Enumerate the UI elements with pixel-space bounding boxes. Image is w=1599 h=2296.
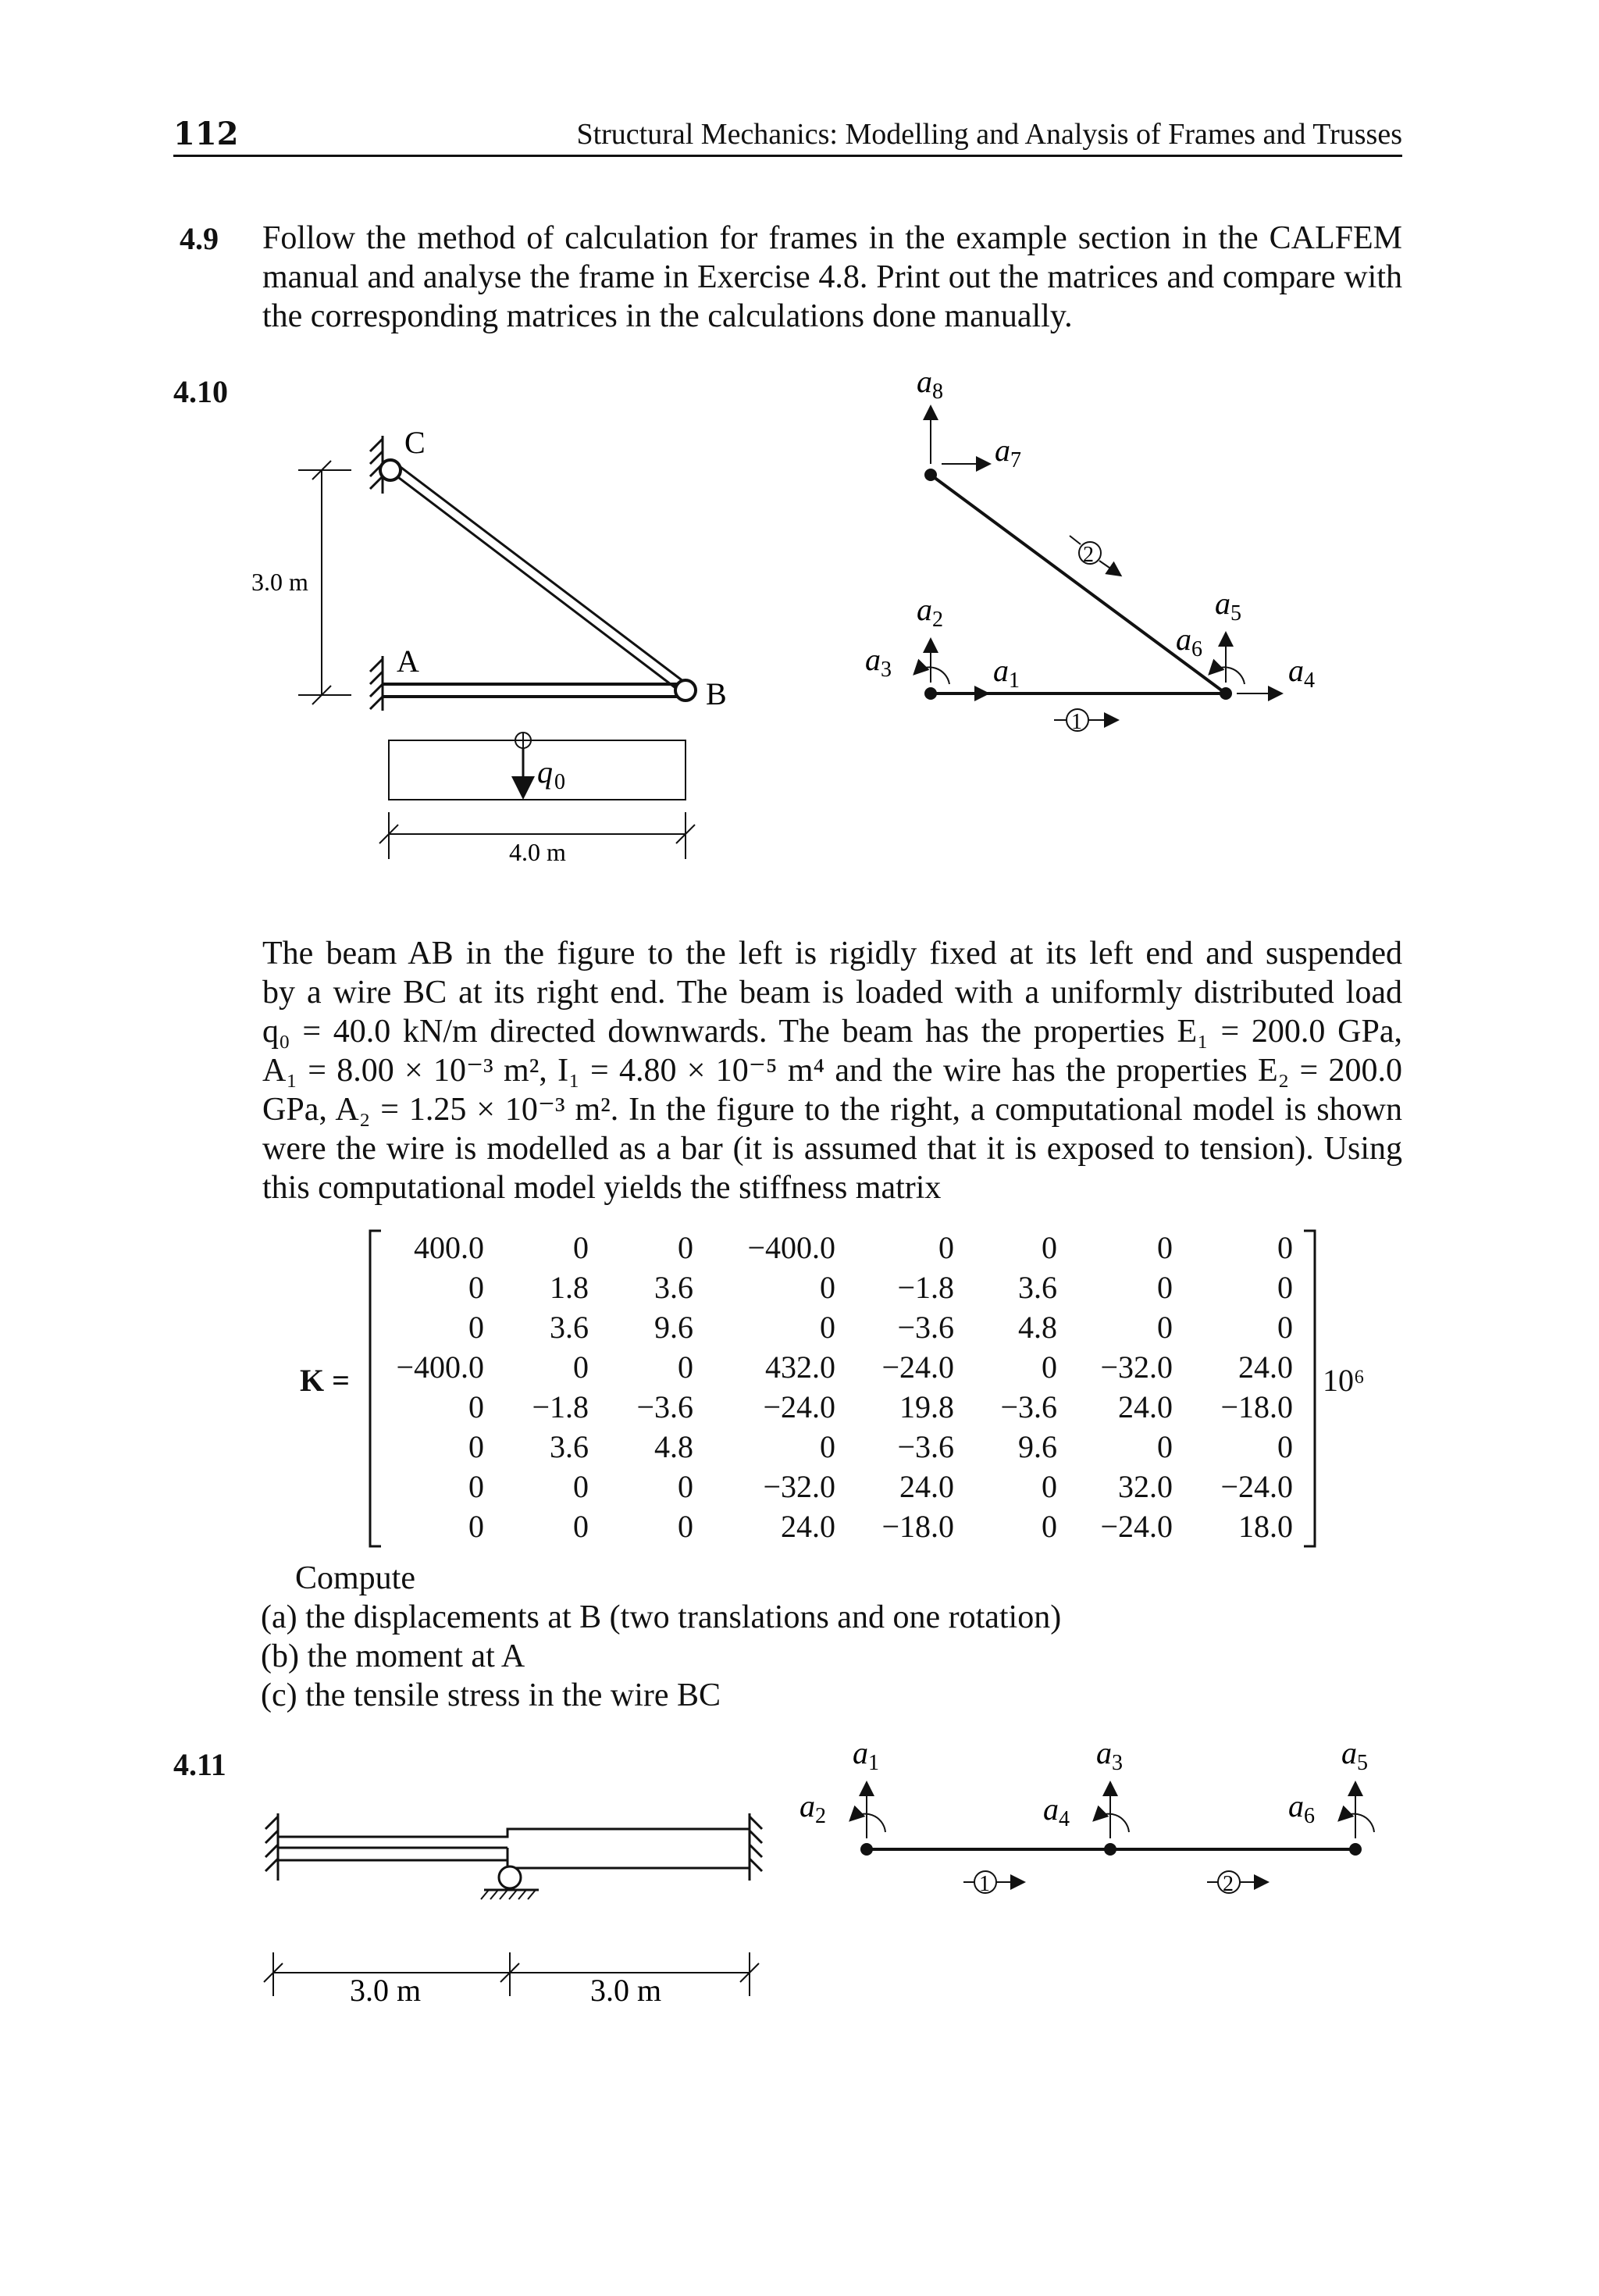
svg-text:2: 2 — [932, 608, 943, 632]
page-number: 112 — [173, 116, 239, 152]
dof-a6: a — [1288, 1788, 1304, 1824]
matrix-cell-r3-c6: 4.8 — [1018, 1310, 1057, 1345]
svg-text:6: 6 — [1304, 1804, 1315, 1828]
matrix-cell-r8-c6: 0 — [1042, 1509, 1057, 1544]
compute-heading: Compute — [295, 1560, 415, 1596]
matrix-cell-r2-c7: 0 — [1157, 1270, 1173, 1305]
matrix-cell-r2-c2: 1.8 — [550, 1270, 589, 1305]
node-left — [924, 687, 937, 700]
matrix-label: K = — [300, 1363, 350, 1398]
node-right — [1220, 687, 1232, 700]
element-1-label: 1 — [1071, 710, 1082, 734]
matrix-cell-r2-c4: 0 — [820, 1270, 835, 1305]
matrix-cell-r5-c1: 0 — [468, 1389, 484, 1424]
question-a: (a) the displacements at B (two translations and one rotation) — [261, 1599, 1062, 1635]
element-1-label: 1 — [979, 1872, 990, 1896]
matrix-cell-r8-c2: 0 — [573, 1509, 589, 1544]
dof-a6: a — [1176, 622, 1191, 657]
svg-text:1: 1 — [868, 1751, 879, 1775]
matrix-cell-r3-c3: 9.6 — [654, 1310, 693, 1345]
svg-text:7: 7 — [1010, 448, 1021, 472]
matrix-cell-r7-c8: −24.0 — [1220, 1469, 1293, 1504]
matrix-cell-r4-c4: 432.0 — [765, 1349, 835, 1385]
matrix-cell-r6-c4: 0 — [820, 1429, 835, 1464]
running-header: Structural Mechanics: Modelling and Analysis of Frames and Trusses — [576, 118, 1402, 151]
dof-a4: a — [1043, 1792, 1059, 1827]
stiffness-matrix — [367, 1229, 1327, 1551]
text-line: were the wire is modelled as a bar (it is assumed that it is exposed to tension). Using — [262, 1131, 1402, 1167]
dof-a4: a — [1288, 653, 1304, 688]
height-label: 3.0 m — [251, 568, 308, 596]
dof-a3: a — [865, 642, 881, 677]
support-roller — [499, 1866, 521, 1888]
matrix-cell-r1-c1: 400.0 — [414, 1230, 484, 1265]
dof-a1: a — [993, 653, 1009, 688]
node-top — [924, 469, 937, 481]
matrix-cell-r4-c6: 0 — [1042, 1349, 1057, 1385]
matrix-cell-r1-c7: 0 — [1157, 1230, 1173, 1265]
matrix-cell-r6-c8: 0 — [1277, 1429, 1293, 1464]
dof-a5: a — [1215, 586, 1230, 621]
svg-text:8: 8 — [932, 380, 943, 404]
matrix-cell-r3-c1: 0 — [468, 1310, 484, 1345]
matrix-cell-r7-c3: 0 — [678, 1469, 693, 1504]
matrix-cell-r1-c6: 0 — [1042, 1230, 1057, 1265]
text-line: The beam AB in the figure to the left is rigidly fixed at its left end and suspended — [262, 936, 1402, 972]
exercise-number-4-11: 4.11 — [173, 1747, 226, 1782]
text-line: this computational model yields the stiffness matrix — [262, 1170, 942, 1206]
matrix-cell-r6-c2: 3.6 — [550, 1429, 589, 1464]
text-line: the corresponding matrices in the calculations done manually. — [262, 298, 1073, 334]
exercise-4-10-text — [262, 934, 1402, 1207]
matrix-cell-r5-c4: −24.0 — [763, 1389, 835, 1424]
element-2-label: 2 — [1223, 1872, 1234, 1896]
exercise-number-4-9: 4.9 — [180, 221, 219, 256]
hinge-b — [675, 680, 696, 701]
matrix-cell-r4-c5: −24.0 — [881, 1349, 954, 1385]
svg-text:1: 1 — [1009, 668, 1020, 693]
text-line: manual and analyse the frame in Exercise 4.8. Print out the matrices and compare with — [262, 259, 1402, 295]
matrix-cell-r8-c7: −24.0 — [1100, 1509, 1173, 1544]
header-rule — [173, 155, 1402, 157]
text-line: GPa, A₂ = 1.25 × 10⁻³ m². In the figure to the right, a computational model is shown — [262, 1092, 1402, 1128]
matrix-cell-r3-c2: 3.6 — [550, 1310, 589, 1345]
matrix-cell-r5-c3: −3.6 — [636, 1389, 693, 1424]
exercise-number-4-10: 4.10 — [173, 374, 228, 409]
beam-model-figure — [789, 1738, 1398, 1910]
beam-wire-figure — [234, 422, 734, 875]
svg-text:6: 6 — [1191, 637, 1202, 661]
dof-a7: a — [995, 433, 1010, 468]
span-dimension — [264, 1952, 759, 1996]
exercise-4-9-text — [262, 219, 1402, 336]
svg-text:3: 3 — [881, 658, 892, 682]
question-b: (b) the moment at A — [261, 1638, 525, 1674]
matrix-cell-r2-c5: −1.8 — [897, 1270, 954, 1305]
matrix-cell-r1-c2: 0 — [573, 1230, 589, 1265]
dof-a1: a — [853, 1738, 868, 1770]
matrix-cell-r8-c4: 24.0 — [781, 1509, 835, 1544]
matrix-cell-r7-c2: 0 — [573, 1469, 589, 1504]
matrix-cell-r1-c3: 0 — [678, 1230, 693, 1265]
computational-model-figure — [843, 359, 1405, 750]
svg-text:3: 3 — [1112, 1751, 1123, 1775]
matrix-cell-r4-c7: −32.0 — [1100, 1349, 1173, 1385]
dof-a8: a — [917, 364, 932, 399]
matrix-cell-r8-c8: 18.0 — [1238, 1509, 1293, 1544]
matrix-cell-r8-c1: 0 — [468, 1509, 484, 1544]
matrix-cell-r1-c5: 0 — [938, 1230, 954, 1265]
matrix-cell-r1-c8: 0 — [1277, 1230, 1293, 1265]
matrix-cell-r7-c1: 0 — [468, 1469, 484, 1504]
matrix-cell-r4-c3: 0 — [678, 1349, 693, 1385]
dof-a2: a — [917, 592, 932, 627]
hinge-c — [380, 460, 401, 480]
matrix-cell-r3-c4: 0 — [820, 1310, 835, 1345]
question-c: (c) the tensile stress in the wire BC — [261, 1677, 721, 1713]
matrix-cell-r2-c3: 3.6 — [654, 1270, 693, 1305]
matrix-cell-r5-c8: −18.0 — [1220, 1389, 1293, 1424]
matrix-cell-r7-c4: −32.0 — [763, 1469, 835, 1504]
bar-element-2 — [931, 475, 1226, 693]
length-label: 4.0 m — [509, 838, 566, 866]
matrix-cell-r7-c5: 24.0 — [899, 1469, 954, 1504]
load-label-sub: 0 — [554, 770, 565, 794]
matrix-cell-r5-c7: 24.0 — [1118, 1389, 1173, 1424]
beam-ab — [383, 684, 684, 697]
load-label: q — [537, 754, 553, 790]
matrix-cell-r6-c7: 0 — [1157, 1429, 1173, 1464]
wire-bc — [389, 462, 687, 692]
label-a: A — [397, 644, 419, 679]
wall-left — [265, 1813, 278, 1881]
label-b: B — [706, 676, 727, 711]
matrix-cell-r6-c1: 0 — [468, 1429, 484, 1464]
matrix-cell-r4-c2: 0 — [573, 1349, 589, 1385]
matrix-cell-r7-c7: 32.0 — [1118, 1469, 1173, 1504]
matrix-cell-r2-c6: 3.6 — [1018, 1270, 1057, 1305]
matrix-cell-r3-c8: 0 — [1277, 1310, 1293, 1345]
span1-label: 3.0 m — [350, 1973, 422, 2008]
matrix-cell-r4-c1: −400.0 — [396, 1349, 484, 1385]
svg-text:5: 5 — [1230, 601, 1241, 626]
matrix-cell-r8-c3: 0 — [678, 1509, 693, 1544]
text-line: q₀ = 40.0 kN/m directed downwards. The beam has the properties E₁ = 200.0 GPa, — [262, 1014, 1402, 1050]
matrix-cell-r3-c7: 0 — [1157, 1310, 1173, 1345]
matrix-factor: 10⁶ — [1323, 1363, 1365, 1398]
element-2-label: 2 — [1083, 543, 1094, 567]
wall-support-a — [370, 656, 383, 711]
matrix-cell-r8-c5: −18.0 — [881, 1509, 954, 1544]
matrix-cell-r3-c5: −3.6 — [897, 1310, 954, 1345]
matrix-cell-r2-c8: 0 — [1277, 1270, 1293, 1305]
svg-text:4: 4 — [1304, 668, 1315, 693]
matrix-cell-r7-c6: 0 — [1042, 1469, 1057, 1504]
matrix-cell-r5-c6: −3.6 — [1000, 1389, 1057, 1424]
span2-label: 3.0 m — [590, 1973, 662, 2008]
text-line: Follow the method of calculation for frames in the example section in the CALFEM — [262, 220, 1402, 256]
svg-text:2: 2 — [815, 1804, 826, 1828]
matrix-cell-r5-c2: −1.8 — [532, 1389, 589, 1424]
matrix-cell-r5-c5: 19.8 — [899, 1389, 954, 1424]
matrix-cell-r6-c3: 4.8 — [654, 1429, 693, 1464]
label-c: C — [404, 425, 426, 460]
matrix-cell-r6-c6: 9.6 — [1018, 1429, 1057, 1464]
dof-a3: a — [1096, 1738, 1112, 1770]
dof-a5: a — [1341, 1738, 1357, 1770]
dof-a2: a — [800, 1788, 815, 1824]
text-line: by a wire BC at its right end. The beam is loaded with a uniformly distributed load — [262, 975, 1402, 1011]
matrix-cell-r1-c4: −400.0 — [747, 1230, 835, 1265]
wall-right — [750, 1813, 762, 1881]
svg-text:4: 4 — [1059, 1807, 1070, 1831]
matrix-cell-r4-c8: 24.0 — [1238, 1349, 1293, 1385]
matrix-cell-r6-c5: −3.6 — [897, 1429, 954, 1464]
text-line: A₁ = 8.00 × 10⁻³ m², I₁ = 4.80 × 10⁻⁵ m⁴ and the wire has the properties E₂ = 200.0 — [262, 1053, 1402, 1089]
stepped-beam-figure — [250, 1796, 781, 2030]
matrix-cell-r2-c1: 0 — [468, 1270, 484, 1305]
svg-text:5: 5 — [1357, 1751, 1368, 1775]
